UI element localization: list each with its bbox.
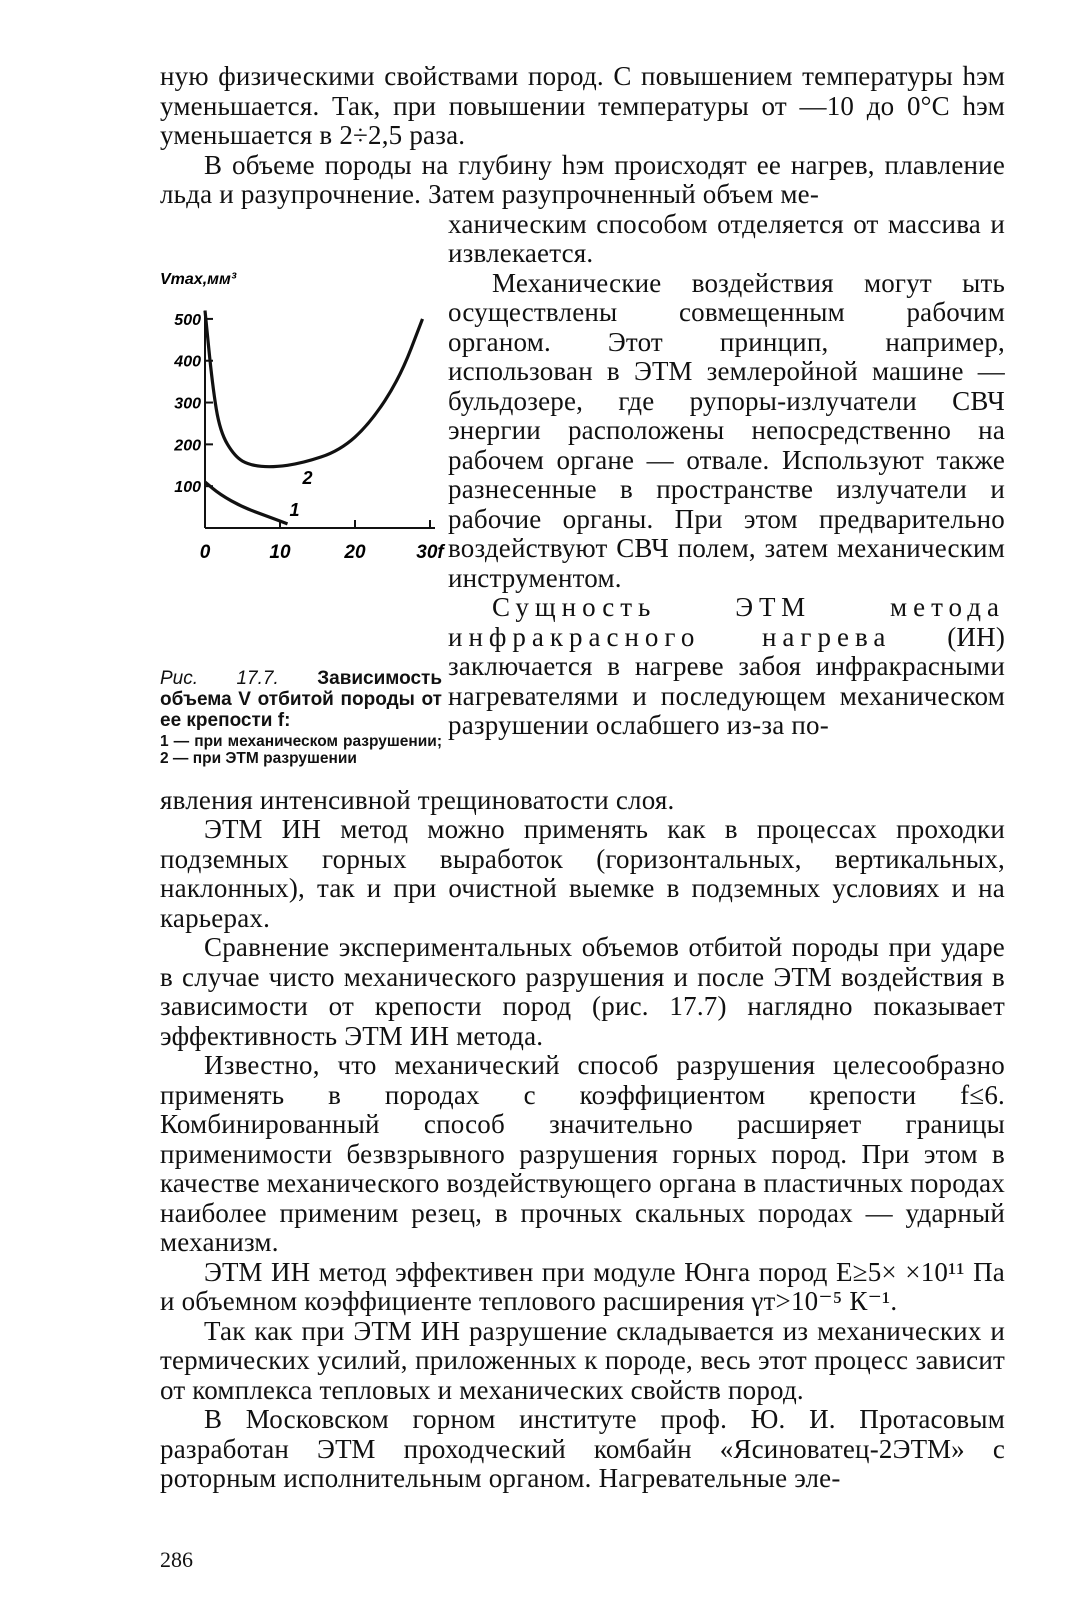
- paragraph-4: [448, 593, 1005, 741]
- caption-legend: 1 — при механическом разрушении; 2 — при ЭТМ разрушении: [160, 732, 442, 767]
- paragraph-6: Сравнение экспериментальных объемов отбитой породы при ударе в случае чисто механического разрушения и после ЭТМ воздействия в зависимости от крепости пород (рис. 17.7) наглядно показывает эффективность ЭТМ ИН метода.: [160, 932, 1005, 1051]
- x-tick-label: 30f: [416, 541, 444, 560]
- y-tick-label: 100: [174, 478, 201, 496]
- y-axis-label: Vmаx,мм³: [160, 270, 237, 288]
- page-content: [160, 62, 1005, 1494]
- paragraph-2a: В объеме породы на глубину hэм происходят ее нагрев, плавление льда и разупрочнение. Затем разупрочненный объем ме-: [160, 149, 1005, 209]
- y-tick-label: 400: [174, 353, 201, 371]
- paragraph-3: Механические воздействия могут ыть осуществлены совмещенным рабочим органом. Этот принцип, например, использован в ЭТМ землеройной машине — бульдозере, где рупоры-излучатели СВЧ энергии расположены непосредственно на рабочем органе — отвале. Используют также разнесенные в пространстве излучатели и рабочие органы. При этом предварительно воздействуют СВЧ полем, затем механическим инструментом.: [448, 267, 1005, 593]
- y-tick-label: 300: [174, 395, 201, 413]
- figure-caption: [160, 668, 442, 768]
- paragraph-10: В Московском горном институте проф. Ю. И. Протасовым разработан ЭТМ проходческий комбайн «Ясиноватец-2ЭТМ» с роторным исполнительным органом. Нагревательные эле-: [160, 1404, 1005, 1493]
- paragraph-5: ЭТМ ИН метод можно применять как в процессах проходки подземных горных выработок (горизонтальных, вертикальных, наклонных), так и при очистной выемке в подземных условиях и на карьерах.: [160, 814, 1005, 933]
- paragraph-4-end: явления интенсивной трещиноватости слоя.: [160, 784, 675, 815]
- paragraph-4-rest: (ИН) заключается в нагреве забоя инфракрасными нагревателями и последующем механическом разрушении ослабшего из-за по-: [448, 621, 1006, 740]
- paragraph-1: ную физическими свойствами пород. С повышением температуры hэм уменьшается. Так, при повышении температуры от —10 до 0°С hэм уменьшается в 2÷2,5 раза.: [160, 61, 1005, 150]
- page-number: 286: [160, 1547, 193, 1572]
- figure-17-7: [160, 210, 450, 786]
- caption-prefix: Рис. 17.7.: [160, 667, 279, 689]
- series-line-2: [205, 310, 423, 466]
- paragraph-8: ЭТМ ИН метод эффективен при модуле Юнга пород E≥5× ×10¹¹ Па и объемном коэффициенте теплового расширения γт>10⁻⁵ К⁻¹.: [160, 1256, 1005, 1316]
- series-line-1: [205, 482, 288, 524]
- wrapped-text-column: [448, 210, 1005, 741]
- x-tick-label: 10: [269, 541, 291, 560]
- y-tick-label: 200: [174, 436, 201, 454]
- caption-title: [160, 668, 442, 731]
- paragraph-2b: ханическим способом отделяется от массива и извлекается.: [448, 208, 1005, 268]
- term-spaced: Сущность ЭТМ метода инфракрасного нагрева: [448, 592, 1005, 652]
- paragraph-7: Известно, что механический способ разрушения целесообразно применять в породах с коэффициентом крепости f≤6. Комбинированный способ значительно расширяет границы применимости безвзрывного разрушения горных пород. При этом в качестве механического воздействующего органа в пластичных породах наиболее применим резец, в прочных скальных породах — ударный механизм.: [160, 1050, 1005, 1257]
- figure-wrap-zone: [160, 210, 1005, 786]
- caption-text: Зависимость объема V отбитой породы от ее крепости f:: [160, 667, 443, 731]
- y-tick-label: 500: [174, 311, 201, 329]
- x-tick-label: 20: [344, 541, 366, 560]
- series-label-2: 2: [302, 467, 313, 488]
- x-tick-label: 0: [199, 541, 211, 560]
- series-label-1: 1: [289, 499, 300, 520]
- volume-vs-strength-chart: [160, 270, 450, 560]
- paragraph-9: Так как при ЭТМ ИН разрушение складывается из механических и термических усилий, приложенных к породе, весь этот процесс зависит от комплекса тепловых и механических свойств пород.: [160, 1315, 1005, 1405]
